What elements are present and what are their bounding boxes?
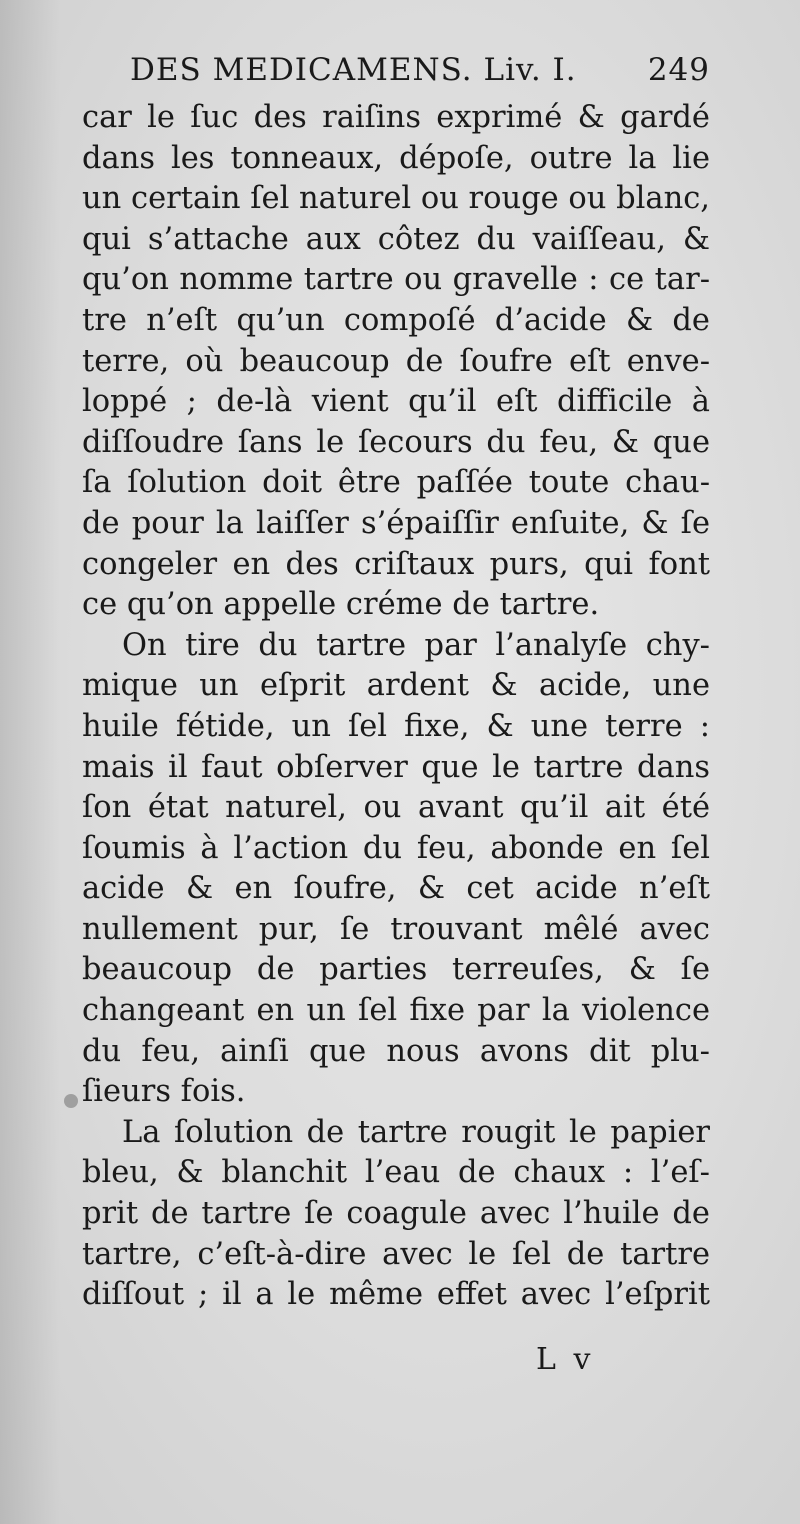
- text-line: beaucoup de parties terreuſes, & ſe: [82, 952, 710, 988]
- paragraph-1: [82, 98, 710, 626]
- text-line: diſſout ; il a le même effet avec l’eſprit: [82, 1277, 710, 1313]
- text-line: bleu, & blanchit l’eau de chaux : l’eſ-: [82, 1155, 710, 1191]
- text-line: ce qu’on appelle créme de tartre.: [82, 587, 600, 623]
- ink-blot-mark: [64, 1094, 78, 1108]
- text-line: tre n’eſt qu’un compoſé d’acide & de: [82, 302, 710, 338]
- text-line: tartre, c’eſt-à-dire avec le ſel de tartre: [82, 1236, 710, 1272]
- text-line: changeant en un ſel fixe par la violence: [82, 993, 710, 1029]
- text-line: acide & en ſoufre, & cet acide n’eſt: [82, 871, 710, 907]
- text-line: ſieurs fois.: [82, 1074, 246, 1110]
- paragraph-3: [82, 1113, 710, 1316]
- page-text-block: [82, 52, 710, 1316]
- text-line: diſſoudre ſans le ſecours du feu, & que: [82, 424, 710, 460]
- signature-mark: L v: [536, 1342, 595, 1377]
- text-line: un certain ſel naturel ou rouge ou blanc,: [82, 181, 710, 217]
- text-line: ſon état naturel, ou avant qu’il ait été: [82, 790, 710, 826]
- text-line: qui s’attache aux côtez du vaiſſeau, &: [82, 221, 710, 257]
- running-header-title: DES MEDICAMENS. Liv. I.: [130, 52, 577, 88]
- running-header: [130, 52, 710, 98]
- text-line: congeler en des criſtaux purs, qui font: [82, 546, 710, 582]
- text-line: mique un eſprit ardent & acide, une: [82, 668, 710, 704]
- text-line: ſoumis à l’action du feu, abonde en ſel: [82, 830, 710, 866]
- text-line: ſa ſolution doit être paſſée toute chau-: [82, 465, 710, 501]
- text-line: loppé ; de-là vient qu’il eſt difficile à: [82, 384, 710, 420]
- text-line: huile fétide, un ſel fixe, & une terre :: [82, 708, 710, 744]
- text-line: La ſolution de tartre rougit le papier: [122, 1114, 710, 1150]
- page-gutter-shadow: [0, 0, 60, 1524]
- text-line: dans les tonneaux, dépoſe, outre la lie: [82, 140, 710, 176]
- text-line: On tire du tartre par l’analyſe chy-: [122, 627, 710, 663]
- text-line: mais il faut obſerver que le tartre dans: [82, 749, 710, 785]
- text-line: prit de tartre ſe coagule avec l’huile de: [82, 1196, 710, 1232]
- text-line: qu’on nomme tartre ou gravelle : ce tar-: [82, 262, 710, 298]
- text-line: du feu, ainſi que nous avons dit plu-: [82, 1033, 710, 1069]
- text-line: car le ſuc des raiſins exprimé & gardé: [82, 100, 710, 135]
- paragraph-2: [82, 626, 710, 1113]
- page-number: 249: [647, 52, 710, 88]
- text-line: de pour la laiſſer s’épaiſſir enſuite, & ſe: [82, 505, 710, 541]
- text-line: nullement pur, ſe trouvant mêlé avec: [82, 911, 710, 947]
- text-line: terre, où beaucoup de ſoufre eſt enve-: [82, 343, 710, 379]
